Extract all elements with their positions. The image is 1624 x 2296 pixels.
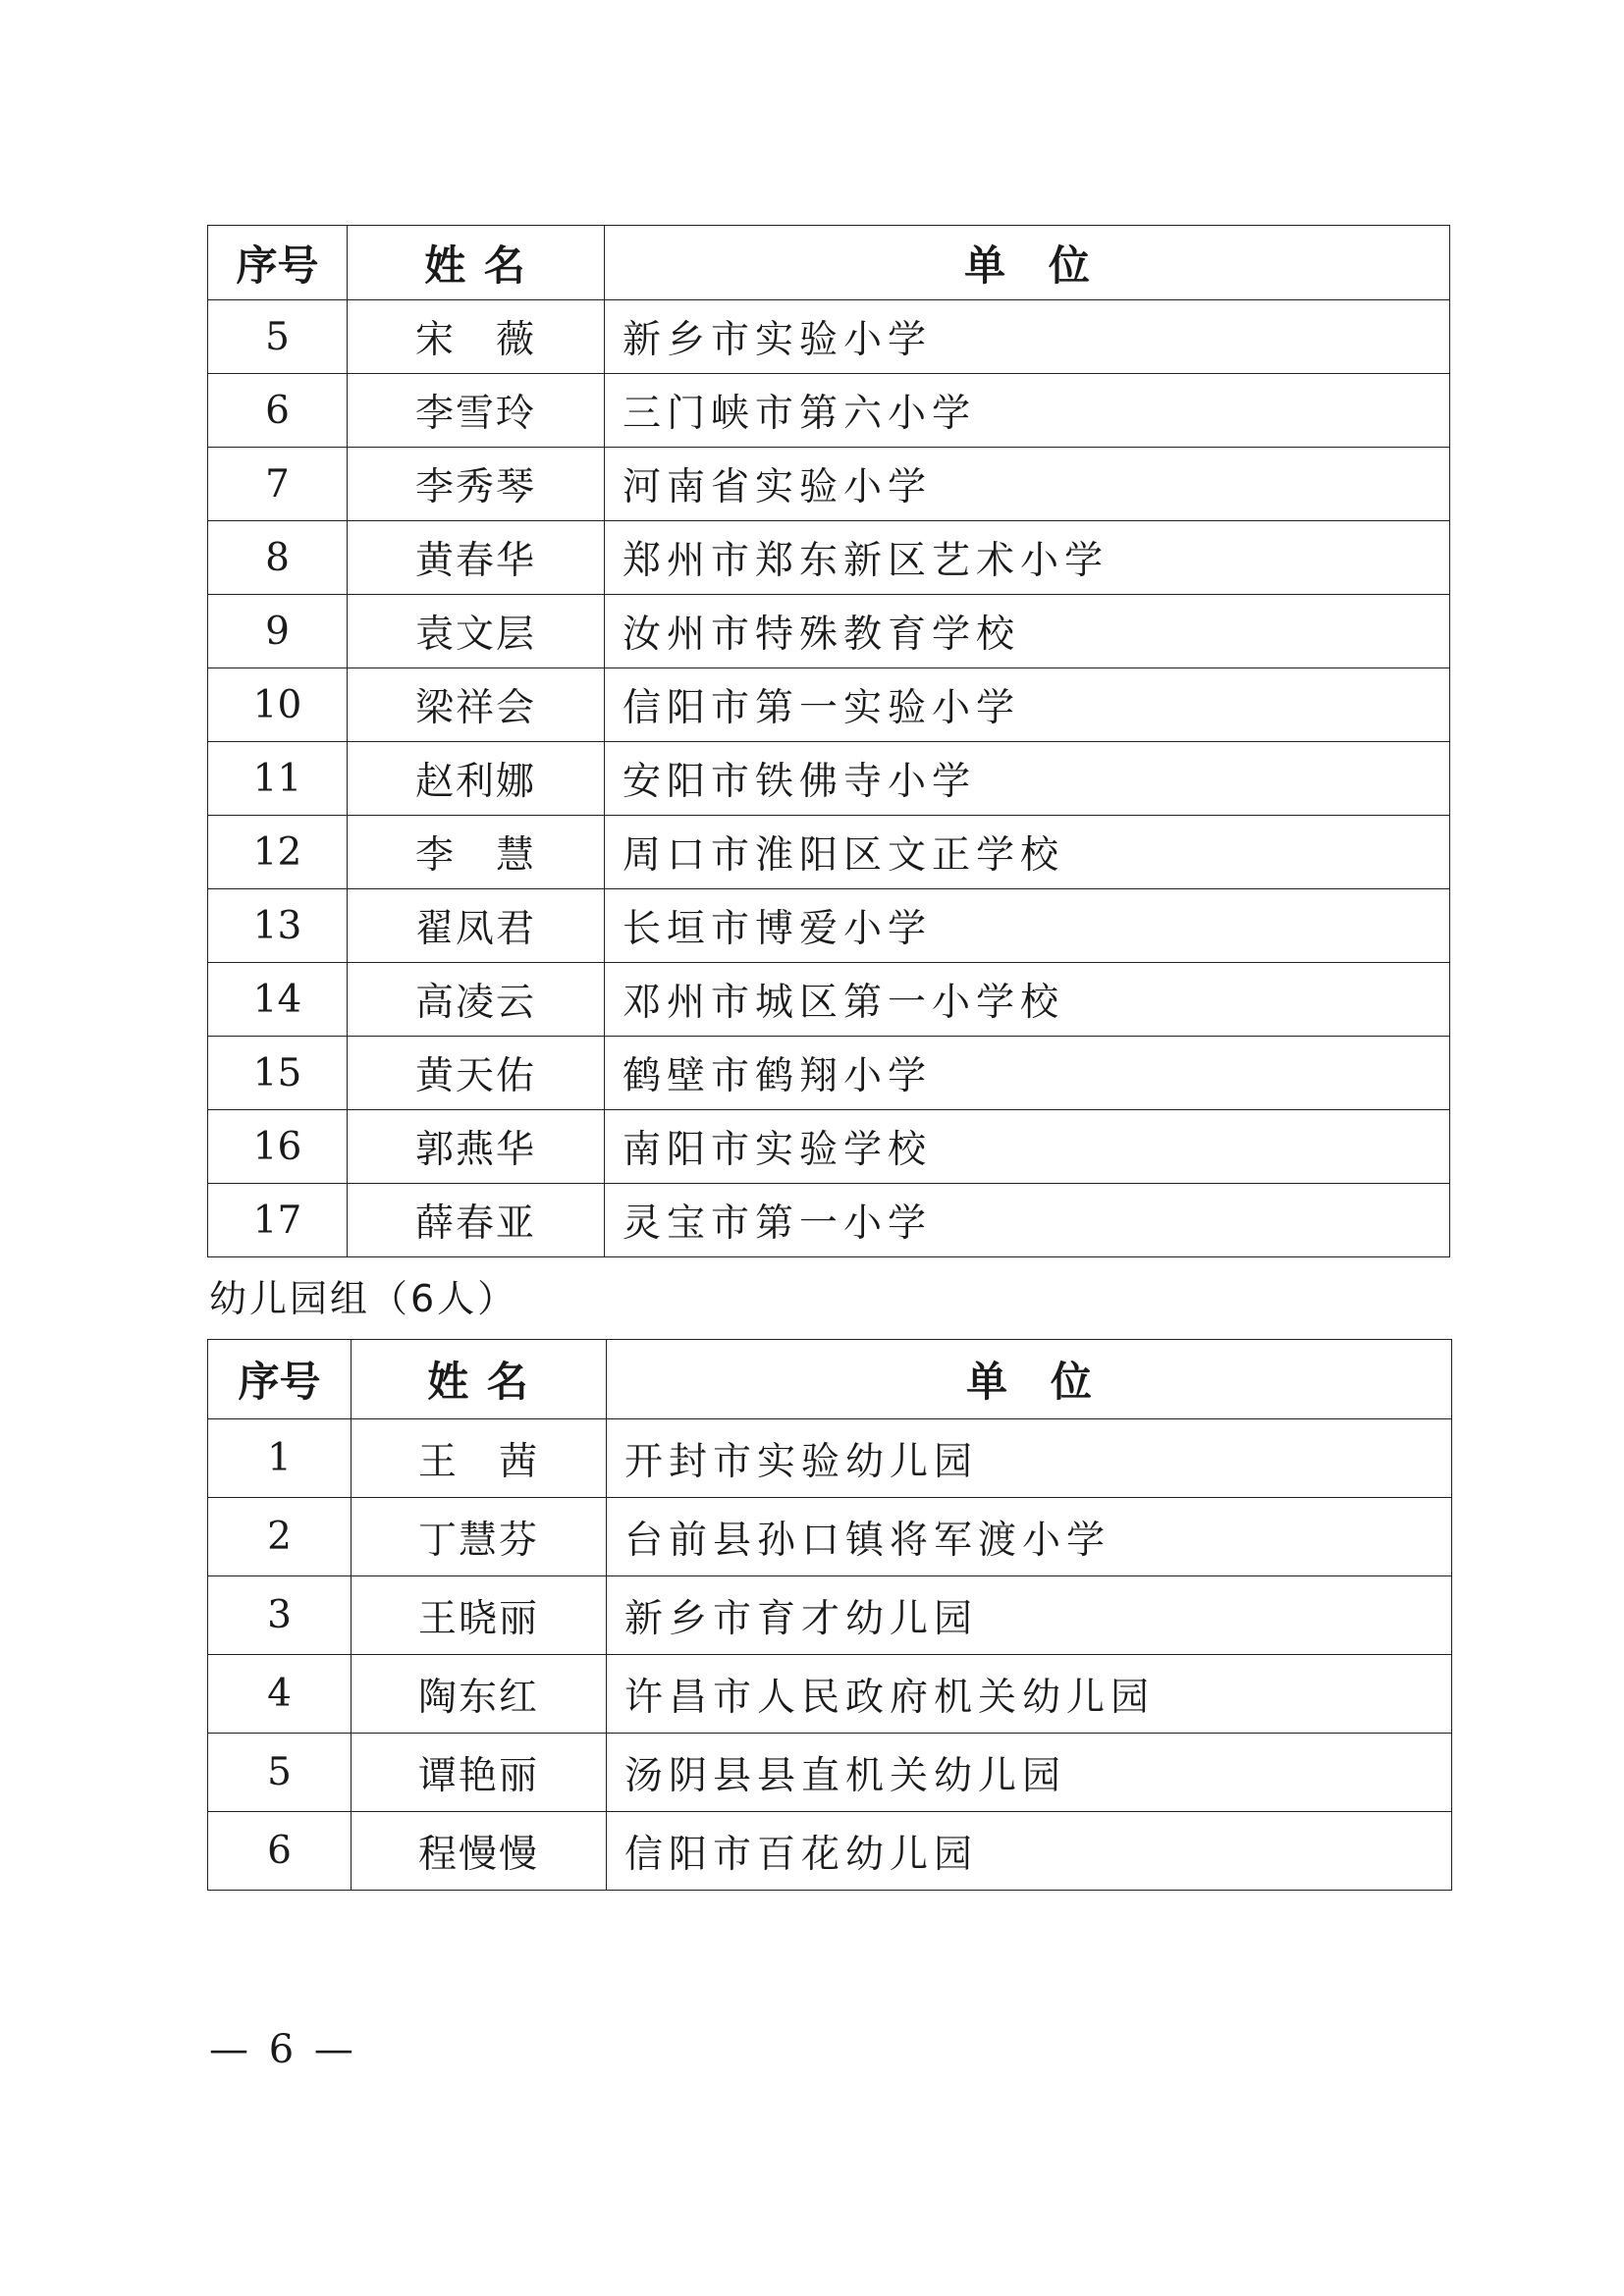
unit-cell: 三门峡市第六小学 — [605, 374, 1450, 448]
table-row — [208, 1734, 1452, 1812]
table-row — [208, 1576, 1452, 1655]
serial-number-cell: 9 — [208, 595, 348, 668]
table-row — [208, 1184, 1450, 1257]
unit-cell: 开封市实验幼儿园 — [607, 1419, 1452, 1498]
table-row — [208, 816, 1450, 889]
unit-cell: 邓州市城区第一小学校 — [605, 963, 1450, 1037]
name-cell: 郭燕华 — [348, 1110, 605, 1184]
table-header-row — [208, 226, 1450, 300]
serial-number-cell: 13 — [208, 889, 348, 963]
header-serial-number: 序号 — [208, 226, 348, 300]
name-cell: 丁慧芬 — [352, 1498, 607, 1576]
serial-number-cell: 5 — [208, 1734, 352, 1812]
table-row — [208, 1419, 1452, 1498]
kindergarten-group-title: 幼儿园组（6人） — [209, 1277, 518, 1320]
header-unit: 单 位 — [607, 1340, 1452, 1419]
serial-number-cell: 5 — [208, 300, 348, 374]
table-row — [208, 889, 1450, 963]
serial-number-cell: 8 — [208, 521, 348, 595]
unit-cell: 汝州市特殊教育学校 — [605, 595, 1450, 668]
name-cell: 袁文层 — [348, 595, 605, 668]
serial-number-cell: 7 — [208, 448, 348, 521]
serial-number-cell: 6 — [208, 374, 348, 448]
table-row — [208, 742, 1450, 816]
unit-cell: 汤阴县县直机关幼儿园 — [607, 1734, 1452, 1812]
unit-cell: 台前县孙口镇将军渡小学 — [607, 1498, 1452, 1576]
name-cell: 程慢慢 — [352, 1812, 607, 1891]
table-row — [208, 374, 1450, 448]
name-cell: 高凌云 — [348, 963, 605, 1037]
unit-cell: 郑州市郑东新区艺术小学 — [605, 521, 1450, 595]
name-cell: 王 茜 — [352, 1419, 607, 1498]
header-name: 姓 名 — [348, 226, 605, 300]
unit-cell: 信阳市第一实验小学 — [605, 668, 1450, 742]
primary-school-table — [207, 225, 1450, 1257]
name-cell: 李秀琴 — [348, 448, 605, 521]
unit-cell: 南阳市实验学校 — [605, 1110, 1450, 1184]
table-row — [208, 300, 1450, 374]
table-row — [208, 595, 1450, 668]
name-cell: 李雪玲 — [348, 374, 605, 448]
kindergarten-table — [207, 1339, 1452, 1891]
table-row — [208, 1655, 1452, 1734]
serial-number-cell: 2 — [208, 1498, 352, 1576]
name-cell: 翟凤君 — [348, 889, 605, 963]
unit-cell: 长垣市博爱小学 — [605, 889, 1450, 963]
table-row — [208, 1037, 1450, 1110]
name-cell: 薛春亚 — [348, 1184, 605, 1257]
serial-number-cell: 12 — [208, 816, 348, 889]
unit-cell: 周口市淮阳区文正学校 — [605, 816, 1450, 889]
name-cell: 赵利娜 — [348, 742, 605, 816]
table-row — [208, 521, 1450, 595]
unit-cell: 许昌市人民政府机关幼儿园 — [607, 1655, 1452, 1734]
name-cell: 黄天佑 — [348, 1037, 605, 1110]
header-unit: 单 位 — [605, 226, 1450, 300]
unit-cell: 新乡市育才幼儿园 — [607, 1576, 1452, 1655]
serial-number-cell: 11 — [208, 742, 348, 816]
table-row — [208, 448, 1450, 521]
table-row — [208, 1812, 1452, 1891]
unit-cell: 灵宝市第一小学 — [605, 1184, 1450, 1257]
unit-cell: 鹤壁市鹤翔小学 — [605, 1037, 1450, 1110]
serial-number-cell: 3 — [208, 1576, 352, 1655]
table-row — [208, 668, 1450, 742]
serial-number-cell: 17 — [208, 1184, 348, 1257]
unit-cell: 河南省实验小学 — [605, 448, 1450, 521]
unit-cell: 安阳市铁佛寺小学 — [605, 742, 1450, 816]
table-row — [208, 1498, 1452, 1576]
header-serial-number: 序号 — [208, 1340, 352, 1419]
name-cell: 陶东红 — [352, 1655, 607, 1734]
serial-number-cell: 1 — [208, 1419, 352, 1498]
page-number: — 6 — — [209, 2027, 357, 2072]
table-row — [208, 963, 1450, 1037]
name-cell: 王晓丽 — [352, 1576, 607, 1655]
serial-number-cell: 6 — [208, 1812, 352, 1891]
unit-cell: 信阳市百花幼儿园 — [607, 1812, 1452, 1891]
name-cell: 宋 薇 — [348, 300, 605, 374]
header-name: 姓 名 — [352, 1340, 607, 1419]
name-cell: 李 慧 — [348, 816, 605, 889]
unit-cell: 新乡市实验小学 — [605, 300, 1450, 374]
table-row — [208, 1110, 1450, 1184]
name-cell: 梁祥会 — [348, 668, 605, 742]
serial-number-cell: 15 — [208, 1037, 348, 1110]
serial-number-cell: 4 — [208, 1655, 352, 1734]
serial-number-cell: 10 — [208, 668, 348, 742]
name-cell: 黄春华 — [348, 521, 605, 595]
serial-number-cell: 14 — [208, 963, 348, 1037]
serial-number-cell: 16 — [208, 1110, 348, 1184]
table-header-row — [208, 1340, 1452, 1419]
name-cell: 谭艳丽 — [352, 1734, 607, 1812]
